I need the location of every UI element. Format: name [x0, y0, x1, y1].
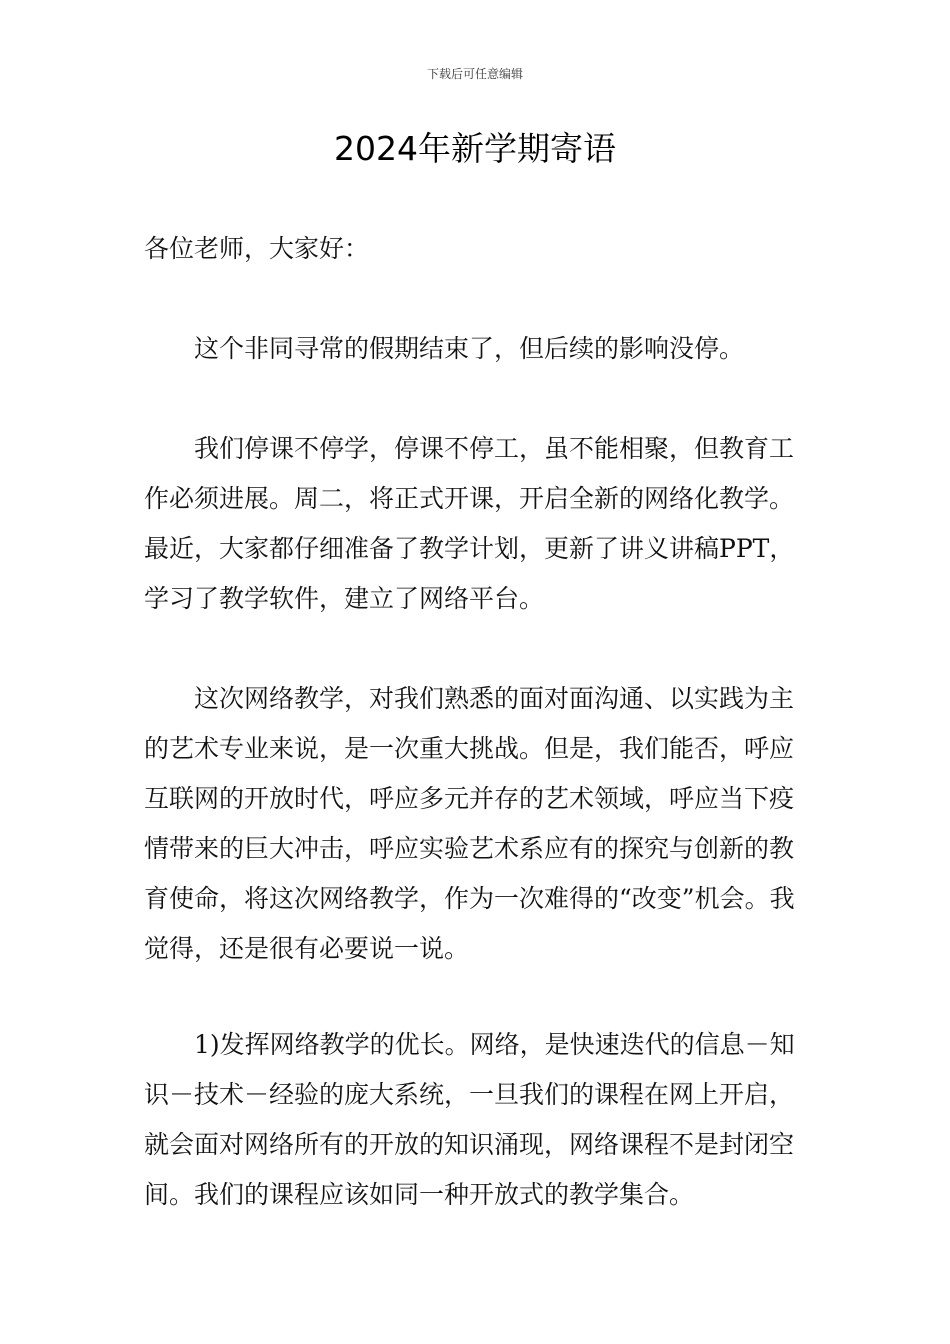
paragraph-1: 这个非同寻常的假期结束了，但后续的影响没停。 — [194, 334, 745, 363]
paragraph-3: 这次网络教学，对我们熟悉的面对面沟通、以实践为主的艺术专业来说，是一次重大挑战。但是，我们能否，呼应互联网的开放时代，呼应多元并存的艺术领域，呼应当下疫情带来的巨大冲击，呼应实验艺术系应有的探究与创新的教育使命，将这次网络教学，作为一次难得的“改变”机会。我觉得，还是很有必要说一说。 — [144, 684, 795, 963]
paragraph-4: 1)发挥网络教学的优长。网络，是快速迭代的信息－知识－技术－经验的庞大系统，一旦我们的课程在网上开启，就会面对网络所有的开放的知识涌现，网络课程不是封闭空间。我们的课程应该如同一种开放式的教学集合。 — [144, 1030, 795, 1209]
salutation: 各位老师，大家好： — [144, 234, 370, 263]
header-note: 下载后可任意编辑 — [426, 67, 523, 81]
paragraph-2: 我们停课不停学，停课不停工，虽不能相聚，但教育工作必须进展。周二，将正式开课，开启全新的网络化教学。最近，大家都仔细准备了教学计划，更新了讲义讲稿PPT，学习了教学软件，建立了网络平台。 — [144, 434, 795, 613]
document-title: 2024年新学期寄语 — [334, 129, 616, 168]
